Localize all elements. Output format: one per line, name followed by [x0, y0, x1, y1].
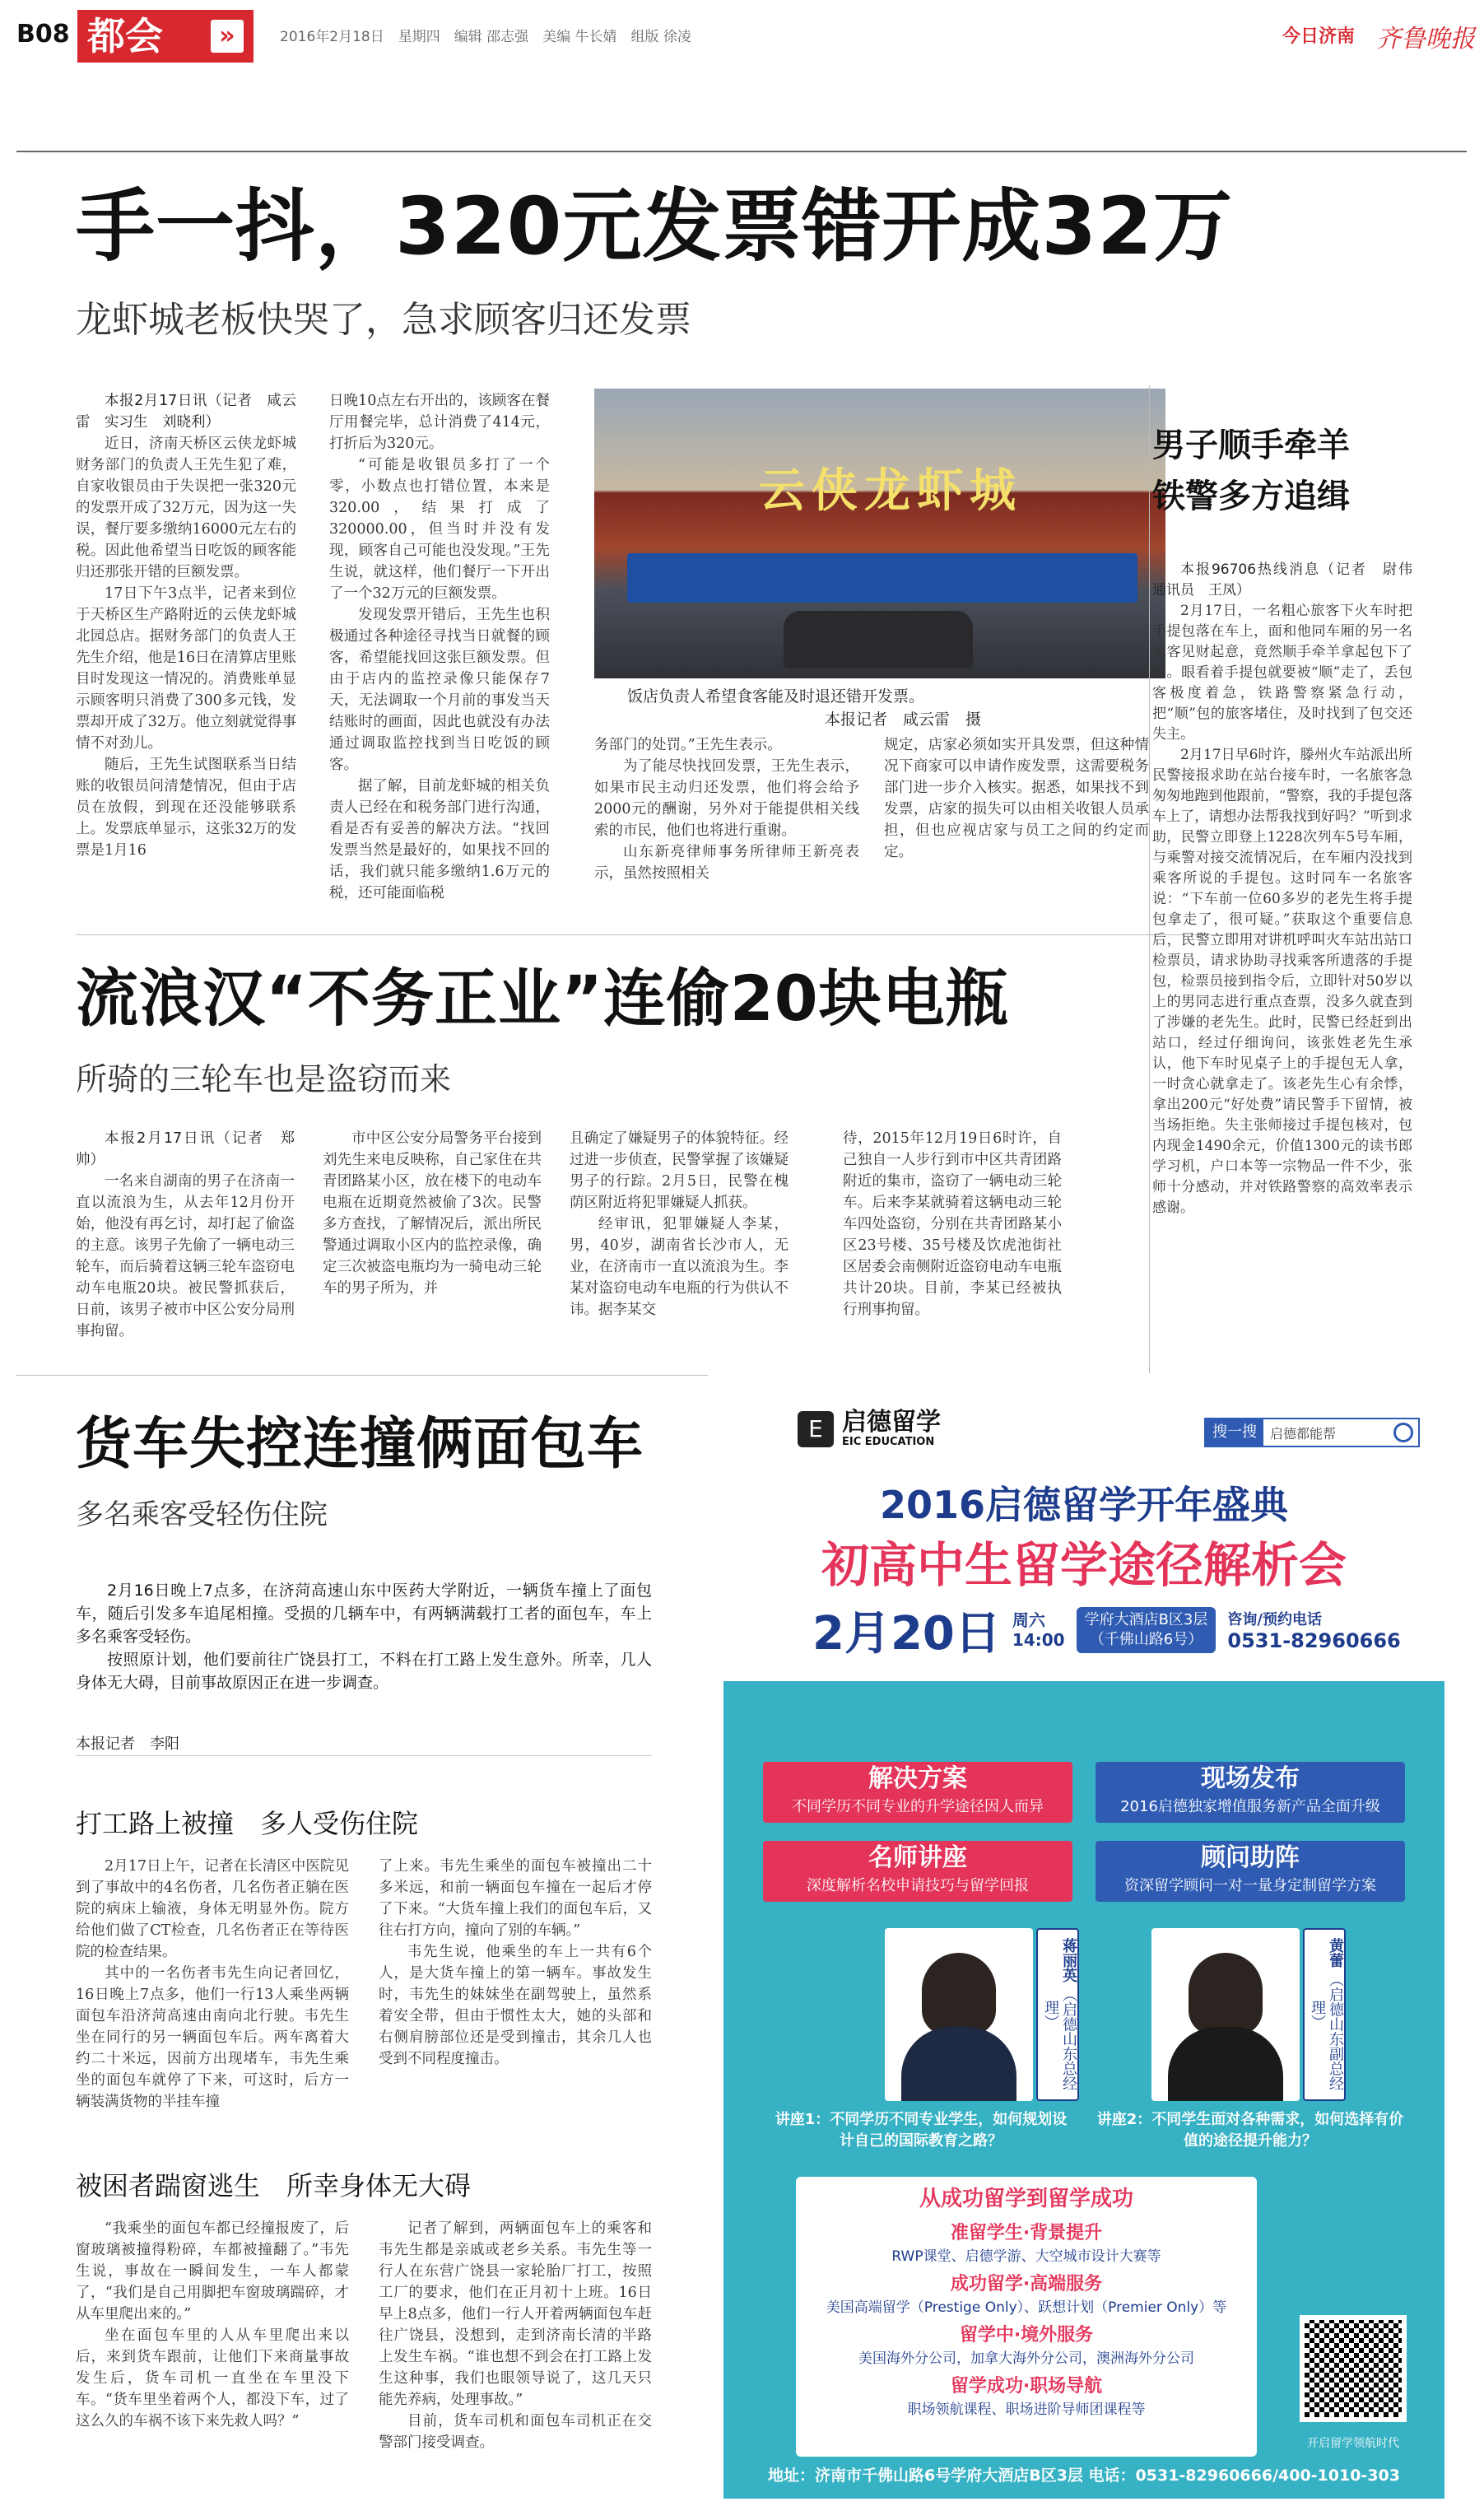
story1-para: 规定，店家必须如实开具发票，但这种情况下商家可以申请作废发票，这需要税务部门进一步介入核实。据悉，如果找不到发票，店家的损失可以由相关收银人员承担，但也应视店家与员工之间的约定而定。: [884, 737, 1149, 860]
ad-subtitle: 初高中生留学途径解析会: [821, 1537, 1347, 1593]
ad-path-desc: 美国海外分公司，加拿大海外分公司，澳洲海外分公司: [858, 2350, 1194, 2367]
story3-title-line2: 铁警多方追缉: [1152, 478, 1350, 515]
story4-subhead-b: 被困者踹窗逃生 所幸身体无大碍: [76, 2170, 472, 2201]
speaker2-label: [1303, 1928, 1346, 2101]
ad-path-desc: 职场领航课程、职场进阶导师团课程等: [907, 2402, 1146, 2418]
story2-column-3: [570, 1128, 789, 1358]
speaker1-role: （启德山东总经理）: [1042, 1987, 1077, 2091]
talk-2: 讲座2：不同学生面对各种需求，如何选择有价值的途径提升能力？: [1096, 2111, 1404, 2150]
story2-byline: 本报2月17日讯（记者 郑帅）: [76, 1130, 295, 1168]
ad-path-step: [796, 2321, 1257, 2367]
qr-code[interactable]: [1300, 2315, 1407, 2422]
speaker2-role: （启德山东副总经理）: [1309, 1972, 1344, 2091]
story2-para: 经审讯，犯罪嫌疑人李某，男，40岁，湖南省长沙市人，无业，在济南市一直以流浪为生。李某对盗窃电动车电瓶的行为供认不讳。据李某交: [570, 1216, 789, 1318]
speaker1-name: 蒋丽英: [1060, 1938, 1077, 1983]
ad-search-box[interactable]: [1204, 1418, 1420, 1447]
story3-body: [1152, 560, 1426, 1358]
section-label-text: 都会: [87, 14, 163, 58]
ad-path-desc: RWP课堂、启德学游、大空城市设计大赛等: [891, 2248, 1161, 2265]
ad-brand-en: EIC EDUCATION: [842, 1436, 935, 1448]
story4-a-column-1: [76, 1856, 349, 2136]
header-right-tag: 今日济南: [1282, 26, 1356, 47]
story3-title-line1: 男子顺手牵羊: [1152, 426, 1350, 464]
story1-para: 随后，王先生试图联系当日结账的收银员问清楚情况，但由于店员在放假，到现在还没能够联系上。发票底单显示，这张32万的发票是1月16: [76, 757, 296, 859]
page-number: B08: [16, 20, 70, 49]
ad-badge-title: 解决方案: [868, 1764, 967, 1793]
story1-column-1: [76, 390, 296, 917]
ad-search-value: 启德都能帮: [1270, 1425, 1337, 1442]
ad-badge-desc: 不同学历不同专业的升学途径因人而异: [792, 1798, 1044, 1815]
story4-lead-para: 按照原计划，他们要前往广饶县打工，不料在打工路上发生意外。所幸，几人身体无大碍，目前事故原因正在进一步调查。: [76, 1651, 652, 1692]
story3-para: 2月17日早6时许，滕州火车站派出所民警接报求助在站台接车时，一名旅客急匆匆地跑到他跟前，“警察，我的手提包落车上了，请想办法帮我找到好吗？”听到求助，民警立即登上1228次列车5号车厢，与乘警对接交流情况后，在车厢内没找到乘客所说的手提包。这时同车一名旅客说：“下车前一位60多岁的老先生将手提包拿走了，很可疑。”获取这个重要信息后，民警立即用对讲机呼叫火车站出站口检票员，请求协助寻找乘客所遗落的手提包，检票员接到指令后，立即针对50岁以上的男同志进行重点查票，没多久就查到了涉嫌的老先生。此时，民警已经赶到出站口，经过仔细询问，该张姓老先生承认，他下车时见桌子上的手提包无人拿，一时贪心就拿走了。该老先生心有余悸，拿出200元“好处费”请民警手下留情，被当场拒绝。失主张师接过手提包核对，包内现金1490余元，价值1300元的读书郎学习机，户口本等一宗物品一件不少，张师十分感动，并对铁路警察的高效率表示感谢。: [1152, 747, 1412, 1216]
ad-badge-desc: 2016启德独家增值服务新产品全面升级: [1120, 1798, 1380, 1815]
story1-para: “可能是收银员多打了一个零，小数点也打错位置，本来是320.00，结果打成了320000.00，但当时并没有发现，顾客自己可能也没发现。”王先生说，就这样，他们餐厅一下开出了一个32万元的巨额发票。: [329, 457, 550, 602]
speaker2-name: 黄蕾: [1327, 1938, 1344, 1968]
ad-time: 14:00: [1012, 1630, 1065, 1650]
ad-weekday: 周六: [1012, 1610, 1045, 1630]
search-icon[interactable]: [1393, 1423, 1413, 1442]
ad-path-panel: [796, 2177, 1257, 2457]
story4-b-column-1: [76, 2218, 349, 2498]
ad-badge-title: 名师讲座: [868, 1843, 967, 1872]
right-column-divider: [1149, 385, 1150, 1373]
ad-path-heading: 留学成功·职场导航: [950, 2376, 1103, 2397]
ad-event-info: [812, 1597, 1401, 1663]
story4-subtitle: 多名乘客受轻伤住院: [76, 1498, 328, 1531]
story2-column-1: [76, 1128, 295, 1358]
story2-column-4: [843, 1128, 1062, 1358]
qr-code-image: [1305, 2320, 1402, 2417]
speaker1-label: [1036, 1928, 1079, 2101]
story4-para: 坐在面包车里的人从车里爬出来以后，来到货车跟前，让他们下来商量事故发生后，货车司机一直坐在车里没下车。“货车里坐着两个人，都没下车，过了这么久的车祸不该下来先救人吗？”: [76, 2327, 349, 2429]
speaker1-body: [901, 2027, 1016, 2101]
story1-title: 手一抖，320元发票错开成32万: [76, 180, 1233, 273]
story2-bottom-rule: [16, 1375, 708, 1376]
paper-logo: 齐鲁晚报: [1376, 25, 1475, 54]
ad-address: 地址：济南市千佛山路6号学府大酒店B区3层 电话：0531-82960666/400-1010-303: [768, 2467, 1400, 2485]
story3-para: 2月17日，一名粗心旅客下火车时把手提包落在车上，面和他同车厢的另一名乘客见财起意，竟然顺手牵羊拿起包下了车。眼看着手提包就要被“顺”走了，丢包客极度着急，铁路警察紧急行动，把“顺”包的旅客堵住，及时找到了包交还失主。: [1152, 603, 1412, 743]
story1-para: 据了解，目前龙虾城的相关负责人已经在和税务部门进行沟通，看是否有妥善的解决方法。“找回发票当然是最好的，如果找不回的话，我们就只能多缴纳1.6万元的税，还可能面临税: [329, 778, 550, 901]
ad-phone: 0531-82960666: [1227, 1629, 1401, 1652]
talk-1: 讲座1：不同学历不同专业学生，如何规划设计自己的国际教育之路？: [775, 2111, 1068, 2150]
story1-para: 山东新亮律师事务所律师王新亮表示，虽然按照相关: [594, 844, 859, 882]
story1-column-3: [594, 734, 859, 917]
ad-venue: 学府大酒店B区3层: [1084, 1611, 1208, 1628]
story1-para: 17日下午3点半，记者来到位于天桥区生产路附近的云侠龙虾城北园总店。据财务部门的负责人王先生介绍，他是16日在清算店里账目时发现这一情况的。消费账单显示顾客明只消费了300多元钱，发票却开成了32万。他立刻就觉得事情不对劲儿。: [76, 585, 296, 752]
story2-para: 待，2015年12月19日6时许，自己独自一人步行到市中区共青团路附近的集市，盗窃了一辆电动三轮车。后来李某就骑着这辆电动三轮车四处盗窃，分别在共青团路某小区23号楼、35号楼及饮虎池街社区居委会南侧附近盗窃电动车电瓶共计20块。目前，李某已经被执行刑事拘留。: [843, 1130, 1062, 1318]
story1-subtitle: 龙虾城老板快哭了，急求顾客归还发票: [76, 299, 691, 341]
ad-badge-title: 现场发布: [1201, 1764, 1300, 1793]
story1-para: 日晚10点左右开出的，该顾客在餐厅用餐完毕，总计消费了414元，打折后为320元。: [329, 393, 550, 452]
ad-brand: [798, 1409, 941, 1448]
header-meta: 2016年2月18日 星期四 编辑 邵志强 美编 牛长婧 组版 徐凌: [280, 29, 691, 45]
qr-caption: 开启留学领航时代: [1307, 2437, 1399, 2450]
ad-path-heading: 留学中·境外服务: [959, 2325, 1094, 2346]
story1-para: 发现发票开错后，王先生也积极通过各种途径寻找当日就餐的顾客，希望能找回这张巨额发票。但由于店内的监控录像只能保存7天，无法调取一个月前的事发当天结账时的画面，因此也就没有办法通过调取监控找到当日吃饭的顾客。: [329, 607, 550, 773]
story4-para: 记者了解到，两辆面包车上的乘客和韦先生都是亲戚或老乡关系。韦先生等一行人在东营广饶县一家轮胎厂打工，按照工厂的要求，他们在正月初十上班。16日早上8点多，他们一行人开着两辆面包车赶往广饶县，没想到，走到济南长清的半路上发生车祸。“谁也想不到会在打工路上发生这种事，我们也眼领导说了，这几天只能先养病，处理事故。”: [379, 2220, 652, 2408]
advertisement: [723, 1385, 1444, 2499]
story4-title: 货车失控连撞俩面包车: [76, 1412, 644, 1477]
story1-para: 近日，济南天桥区云侠龙虾城财务部门的负责人王先生犯了难，自家收银员由于失误把一张320元的发票开成了32万元，因为这一失误，餐厅要多缴纳16000元左右的税。因此他希望当日吃饭的顾客能归还那张开错的巨额发票。: [76, 436, 296, 580]
photo-caption: [594, 685, 1165, 731]
story1-photo: [594, 389, 1165, 678]
story2-title: 流浪汉“不务正业”连偷20块电瓶: [76, 962, 1009, 1035]
photo-awning: [627, 553, 1137, 603]
story1-byline: 本报2月17日讯（记者 咸云雷 实习生 刘晓利）: [76, 393, 296, 431]
story4-b-column-2: [379, 2218, 652, 2498]
story4-para: 其中的一名伤者韦先生向记者回忆，16日晚上7点多，他们一行13人乘坐两辆面包车沿济菏高速由南向北行驶。韦先生坐在同行的另一辆面包车后。两车离着大约二十米远，因前方出现堵车，韦先生乘坐的面包车就停了下来，可这时，后方一辆装满货物的半挂车撞: [76, 1965, 349, 2110]
ad-badge-desc: 资深留学顾问一对一量身定制留学方案: [1124, 1877, 1376, 1894]
story4-para: “我乘坐的面包车都已经撞报废了，后窗玻璃被撞得粉碎，车都被撞翻了。”韦先生说，事故在一瞬间发生，一车人都蒙了，“我们是自己用脚把车窗玻璃踹碎，才从车里爬出来的。”: [76, 2220, 349, 2322]
photo-caption-text: 饭店负责人希望食客能及时退还错开发票。: [627, 687, 925, 706]
ad-venue2: （千佛山路6号）: [1089, 1631, 1203, 1648]
ad-date: 2月20日: [812, 1607, 1001, 1661]
photo-credit: 本报记者 咸云雷 摄: [825, 710, 982, 729]
story2-para: 且确定了嫌疑男子的体貌特征。经过进一步侦查，民警掌握了该嫌疑男子的行踪。2月5日，民警在槐荫区附近将犯罪嫌疑人抓获。: [570, 1130, 789, 1211]
double-chevron-icon: »: [211, 20, 244, 53]
ad-path-heading: 成功留学·高端服务: [950, 2274, 1103, 2294]
eic-logo-icon: E: [798, 1411, 834, 1447]
header-divider: [16, 151, 1467, 152]
ad-path-heading: 准留学生·背景提升: [950, 2223, 1103, 2243]
story2-para: 市中区公安分局警务平台接到刘先生来电反映称，自己家住在共青团路某小区，放在楼下的电动车电瓶在近期竟然被偷了3次。民警多方查找，了解情况后，派出所民警通过调取小区内的监控录像，确定三次被盗电瓶均为一骑电动三轮车的男子所为，并: [323, 1130, 542, 1297]
story1-para: 务部门的处罚。”王先生表示。: [594, 737, 782, 753]
story1-column-4: [884, 734, 1149, 917]
story4-para: 目前，货车司机和面包车司机正在交警部门接受调查。: [379, 2413, 652, 2451]
story4-para: 了上来。韦先生乘坐的面包车被撞出二十多米远，和前一辆面包车撞在一起后才停了下来。“大货车撞上我们的面包车后，又往右打方向，撞向了别的车辆。”: [379, 1858, 652, 1939]
story4-byline: 本报记者 李阳: [76, 1735, 179, 1753]
ad-path-desc: 美国高端留学（Prestige Only）、跃想计划（Premier Only）等: [826, 2299, 1227, 2316]
story2-para: 一名来自湖南的男子在济南一直以流浪为生，从去年12月份开始，他没有再乞讨，却打起了偷盗的主意。该男子先偷了一辆电动三轮车，而后骑着这辆三轮车盗窃电动车电瓶20块。被民警抓获后，日前，该男子被市中区公安分局刑事拘留。: [76, 1173, 295, 1339]
story3-byline: 本报96706热线消息（记者 尉伟 通讯员 王凤）: [1152, 561, 1426, 599]
story1-para: 为了能尽快找回发票，王先生表示，如果市民主动归还发票，他们将会给予2000元的酬谢，另外对于能提供相关线索的市民，他们也将进行重谢。: [594, 758, 859, 839]
ad-phone-label: 咨询/预约电话: [1227, 1611, 1322, 1628]
speaker1-avatar: [922, 1953, 996, 2035]
story4-subhead-a: 打工路上被撞 多人受伤住院: [76, 1808, 419, 1839]
speaker2-body: [1168, 2027, 1283, 2101]
story4-lead-para: 2月16日晚上7点多，在济菏高速山东中医药大学附近，一辆货车撞上了面包车，随后引发多车追尾相撞。受损的几辆车中，有两辆满载打工者的面包车，车上多名乘客受轻伤。: [76, 1582, 652, 1646]
story2-column-2: [323, 1128, 542, 1358]
speaker2-photo: [1151, 1928, 1300, 2101]
photo-sign: 云侠龙虾城: [759, 464, 1022, 518]
ad-badge-title: 顾问助阵: [1201, 1843, 1300, 1872]
story4-a-column-2: [379, 1856, 652, 2136]
story4-para: 韦先生说，他乘坐的车上一共有6个人，是大货车撞上的第一辆车。事故发生时，韦先生的妹妹坐在副驾驶上，虽然系着安全带，但由于惯性太大，她的头部和右侧肩膀部位还是受到撞击，其余几人也受到不同程度撞击。: [379, 1944, 652, 2067]
ad-search-label: 搜一搜: [1206, 1419, 1263, 1446]
ad-badge-advisor: [1096, 1841, 1405, 1902]
story4-lead-rule: [76, 1755, 652, 1756]
ad-badge-desc: 深度解析名校申请技巧与留学回报: [807, 1877, 1029, 1894]
speaker2-avatar: [1189, 1953, 1263, 2035]
ad-badge-launch: [1096, 1762, 1405, 1823]
ad-title: 2016启德留学开年盛典: [879, 1483, 1289, 1527]
ad-path-step: [796, 2372, 1257, 2418]
speaker1-photo: [885, 1928, 1033, 2101]
ad-badge-solution: [763, 1762, 1072, 1823]
section-label: [77, 10, 254, 63]
story4-lead: [76, 1579, 652, 1694]
story3-title: [1152, 420, 1350, 522]
photo-car: [784, 611, 973, 669]
story4-para: 2月17日上午，记者在长清区中医院见到了事故中的4名伤者，几名伤者正躺在医院的病床上输液，身体无明显外伤。院方给他们做了CT检查，几名伤者正在等待医院的检查结果。: [76, 1858, 349, 1960]
story2-subtitle: 所骑的三轮车也是盗窃而来: [76, 1061, 452, 1097]
ad-path-title: 从成功留学到留学成功: [919, 2187, 1133, 2211]
ad-path-step: [796, 2219, 1257, 2265]
ad-brand-name: 启德留学: [842, 1408, 941, 1437]
story1-column-2: [329, 390, 550, 917]
ad-path-step: [796, 2270, 1257, 2316]
ad-badge-lecture: [763, 1841, 1072, 1902]
